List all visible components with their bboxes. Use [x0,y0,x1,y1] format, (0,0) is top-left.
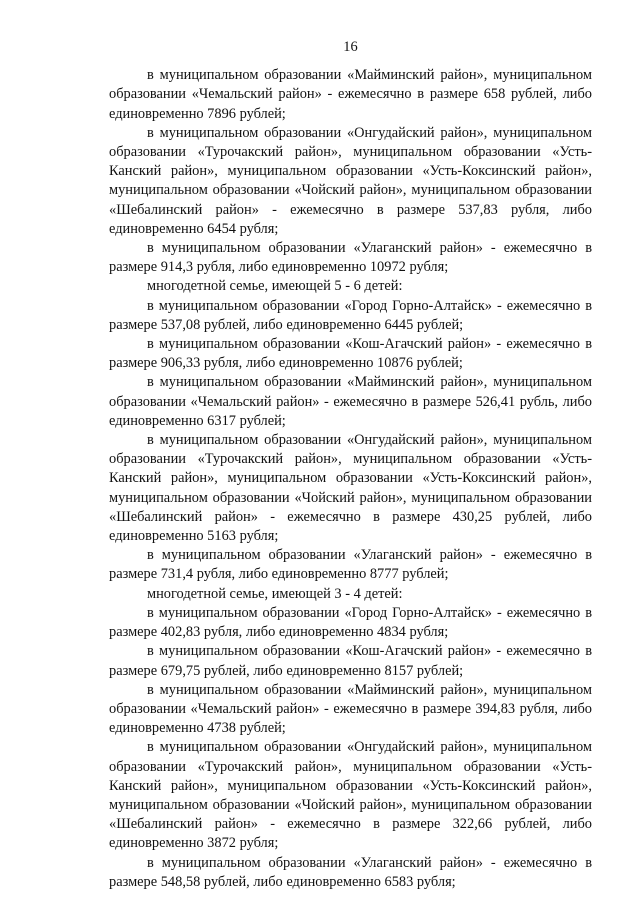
paragraph: многодетной семье, имеющей 5 - 6 детей: [147,278,403,295]
document-body [109,66,592,892]
paragraph: в муниципальном образовании «Майминский район», муниципальном образовании «Чемальский район» - ежемесячно в размере 394,83 рубля, либо единовременно 4738 рублей; [109,681,592,737]
paragraph: в муниципальном образовании «Кош-Агачский район» - ежемесячно в размере 679,75 рублей, либо единовременно 8157 рублей; [109,643,592,679]
paragraph: в муниципальном образовании «Онгудайский район», муниципальном образовании «Турочакский район», муниципальном образовании «Усть-Канский район», муниципальном образовании «Усть-Коксинский район», муниципальном образовании «Чойский район», муниципальном образовании «Шебалинский район» - ежемесячно в размере 322,66 рублей, либо единовременно 3872 рубля; [109,739,592,852]
paragraph: в муниципальном образовании «Кош-Агачский район» - ежемесячно в размере 906,33 рубля, либо единовременно 10876 рублей; [109,336,592,372]
paragraph: в муниципальном образовании «Майминский район», муниципальном образовании «Чемальский район» - ежемесячно в размере 526,41 рубль, либо единовременно 6317 рублей; [109,374,592,429]
page-number: 16 [343,39,358,55]
paragraph: в муниципальном образовании «Онгудайский район», муниципальном образовании «Турочакский район», муниципальном образовании «Усть-Канский район», муниципальном образовании «Усть-Коксинский район», муниципальном образовании «Чойский район», муниципальном образовании «Шебалинский район» - ежемесячно в размере 537,83 рубля, либо единовременно 6454 рубля; [109,124,592,237]
paragraph: в муниципальном образовании «Улаганский район» - ежемесячно в размере 731,4 рубля, либо единовременно 8777 рублей; [109,547,592,583]
paragraph: в муниципальном образовании «Майминский район», муниципальном образовании «Чемальский район» - ежемесячно в размере 658 рублей, либо единовременно 7896 рублей; [109,67,592,122]
paragraph: многодетной семье, имеющей 3 - 4 детей: [147,585,403,602]
paragraph: в муниципальном образовании «Улаганский район» - ежемесячно в размере 914,3 рубля, либо единовременно 10972 рубля; [109,240,592,276]
paragraph: в муниципальном образовании «Город Горно-Алтайск» - ежемесячно в размере 402,83 рубля, либо единовременно 4834 рубля; [109,604,592,641]
paragraph: в муниципальном образовании «Город Горно-Алтайск» - ежемесячно в размере 537,08 рублей, либо единовременно 6445 рублей; [109,297,592,333]
document-page [109,38,592,892]
paragraph: в муниципальном образовании «Онгудайский район», муниципальном образовании «Турочакский район», муниципальном образовании «Усть-Канский район», муниципальном образовании «Усть-Коксинский район», муниципальном образовании «Чойский район», муниципальном образовании «Шебалинский район» - ежемесячно в размере 430,25 рублей, либо единовременно 5163 рубля; [109,432,592,545]
paragraph: в муниципальном образовании «Улаганский район» - ежемесячно в размере 548,58 рублей, либо единовременно 6583 рубля; [109,854,592,890]
